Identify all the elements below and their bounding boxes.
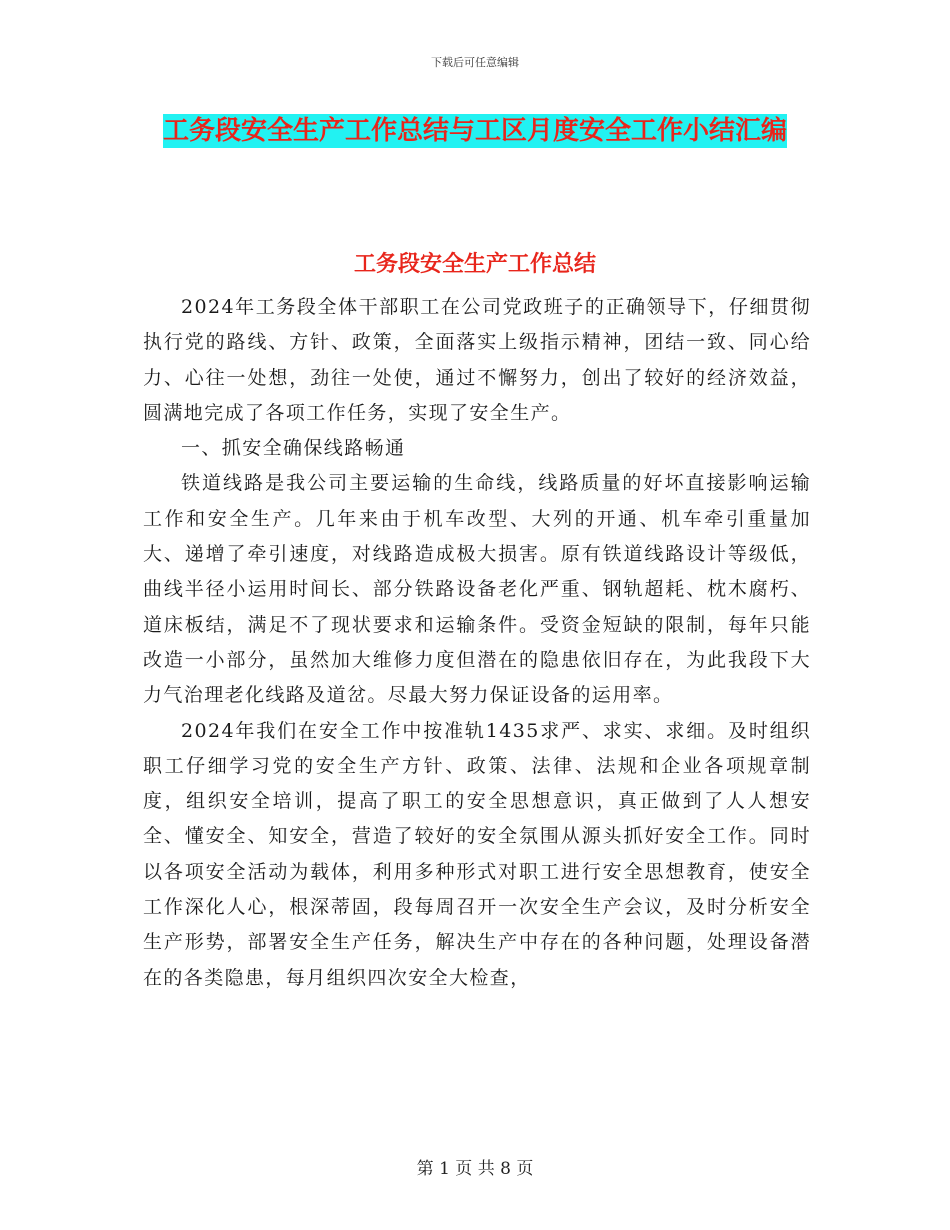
paragraph-heading-1: 一、抓安全确保线路畅通 <box>181 437 406 460</box>
paragraph-intro: 2024年工务段全体干部职工在公司党政班子的正确领导下，仔细贯彻执行党的路线、方针、政策，全面落实上级指示精神，团结一致、同心给力、心往一处想，劲往一处使，通过不懈努力，创出了较好的经济效益，圆满地完成了各项工作任务，实现了安全生产。 <box>143 296 811 424</box>
section-title: 工务段安全生产工作总结 <box>353 252 596 277</box>
document-body <box>143 290 811 996</box>
paragraph-railway-lines: 铁道线路是我公司主要运输的生命线，线路质量的好坏直接影响运输工作和安全生产。几年来由于机车改型、大列的开通、机车牵引重量加大、递增了牵引速度，对线路造成极大损害。原有铁道线路设计等级低，曲线半径小运用时间长、部分铁路设备老化严重、钢轨超耗、枕木腐朽、道床板结，满足不了现状要求和运输条件。受资金短缺的限制，每年只能改造一小部分，虽然加大维修力度但潜在的隐患依旧存在，为此我段下大力气治理老化线路及道岔。尽最大努力保证设备的运用率。 <box>143 472 811 707</box>
document-title-text: 工务段安全生产工作总结与工区月度安全工作小结汇编 <box>162 116 787 146</box>
document-title <box>140 108 810 154</box>
header-note: 下载后可任意编辑 <box>431 56 519 69</box>
paragraph-safety-work: 2024年我们在安全工作中按准轨1435求严、求实、求细。及时组织职工仔细学习党的安全生产方针、政策、法律、法规和企业各项规章制度，组织安全培训，提高了职工的安全思想意识，真正做到了人人想安全、懂安全、知安全，营造了较好的安全氛围从源头抓好安全工作。同时以各项安全活动为载体，利用多种形式对职工进行安全思想教育，使安全工作深化人心，根深蒂固，段每周召开一次安全生产会议，及时分析安全生产形势，部署安全生产任务，解决生产中存在的各种问题，处理设备潜在的各类隐患，每月组织四次安全大检查， <box>143 719 811 989</box>
page-footer: 第 1 页 共 8 页 <box>416 1159 534 1179</box>
